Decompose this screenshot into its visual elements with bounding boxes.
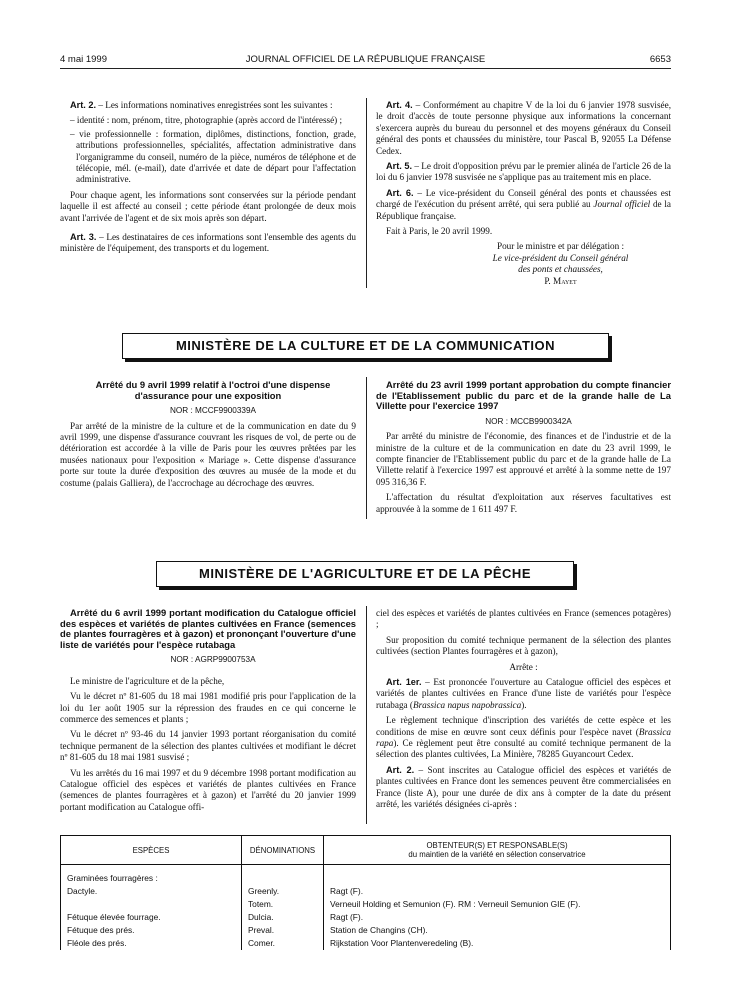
column-divider <box>366 606 367 824</box>
article-4-label: Art. 4. <box>386 100 413 110</box>
cell-denomination: Preval. <box>242 924 324 937</box>
column-divider <box>366 98 367 288</box>
article-3-paragraph <box>60 232 356 255</box>
retention-paragraph: Pour chaque agent, les informations sont conservées sur la période pendant laquelle il est affecté au conseil ; cette période étant prolongée de deux mois avant l'arrivée de l'agent et de six mois après son départ. <box>60 189 356 223</box>
article-1-label: Art. 1er. <box>386 677 422 688</box>
column-header-especes: ESPÈCES <box>61 836 242 865</box>
ministry-culture-title: MINISTÈRE DE LA CULTURE ET DE LA COMMUNICATION <box>175 338 556 353</box>
article-6-label: Art. 6. <box>386 187 414 198</box>
obtenteurs-header-line-2: du maintien de la variété en sélection conservatrice <box>408 850 586 859</box>
cell-denomination: Greenly. <box>242 885 324 898</box>
table-row <box>61 885 671 898</box>
reglement-paragraph <box>376 715 671 761</box>
table-header-row <box>61 836 671 865</box>
nor-reference: NOR : MCCB9900342A <box>485 416 572 426</box>
cell-espece: Fétuque des prés. <box>61 924 242 937</box>
arrete-body: Vu le décret nº 93-46 du 14 janvier 1993 portant réorganisation du comité technique permanent de la sélection des plantes cultivées et modifiant le décret nº 81-605 du 18 mai 1981 susvisé ; <box>60 729 356 763</box>
article-3-label: Art. 3. <box>70 232 97 243</box>
column-header-obtenteurs <box>324 836 671 865</box>
arrete-body: ciel des espèces et variétés de plantes cultivées en France (semences potagères) ; <box>376 608 671 630</box>
cell-obtenteur: Rijkstation Voor Plantenveredeling (B). <box>324 937 671 950</box>
latin-name: Brassica napus napobrassica <box>412 699 522 710</box>
arrete-body: Vu le décret nº 81-605 du 18 mai 1981 modifié pris pour l'application de la loi du 1er août 1905 sur la répression des fraudes en ce qui concerne le commerce des semences et plants ; <box>60 691 356 724</box>
cell-denomination: Totem. <box>242 898 324 911</box>
arrete-body: Par arrêté du ministre de l'économie, des finances et de l'industrie et de la ministre de la culture et de la communication en date du 23 avril 1999, le compte financier de l'Etablissement public du parc et de la grande halle de La Villette relatif à l'exercice 1997 est approuvé et arrêté à la somme nette de 197 095 316,36 F. <box>376 431 671 487</box>
article-1-paragraph <box>376 677 671 711</box>
article-6-text-end: de la République française. <box>376 199 671 221</box>
ministry-agriculture-banner <box>156 561 574 587</box>
cell-espece: Fléole des prés. <box>61 937 242 950</box>
table-row <box>61 898 671 911</box>
signature-line-1: Pour le ministre et par délégation : <box>496 241 625 252</box>
article-2-text: – Sont inscrites au Catalogue officiel des espèces et variétés de plantes cultivées en France dont les semences peuvent être commercialisées en France (liste A), pour une durée de dix ans à compter de la date du présent arrêté, les variétés désignées ci-après : <box>376 764 671 810</box>
article-4-paragraph <box>376 100 671 157</box>
signatory-name: P. Mayet <box>544 275 577 286</box>
latin-name: Brassica rapa <box>376 726 671 749</box>
culture-right-column <box>376 380 671 519</box>
article-6-text: – Le vice-président du Conseil général des ponts et chaussées est chargé de l'exécution du présent arrêté, qui sera publié au <box>376 187 671 210</box>
article-1-text: – Est prononcée l'ouverture au Catalogue officiel des espèces et variétés de plantes cultivées en France d'une liste de variétés pour l'espèce rutabaga ( <box>376 677 671 710</box>
article-2-text: – Les informations nominatives enregistrées sont les suivantes : <box>96 100 333 110</box>
article-6-paragraph <box>376 188 671 222</box>
top-right-column <box>376 100 671 287</box>
arrete-body: Vu les arrêtés du 16 mai 1997 et du 9 décembre 1998 portant modification au Catalogue officiel des espèces et variétés de plantes cultivées en France (semences de plantes fourragères et à gazon) et l'arrêté du 20 janvier 1999 portant modification au Catalogue offi- <box>60 767 356 812</box>
cell-obtenteur: Station de Changins (CH). <box>324 924 671 937</box>
article-3-text: – Les destinataires de ces informations sont l'ensemble des agents du ministère de l'équipement, des transports et du logement. <box>60 232 356 254</box>
article-2-paragraph <box>376 765 671 811</box>
signature-line-3: des ponts et chaussées, <box>518 264 603 275</box>
signature-block <box>486 241 635 287</box>
arrete-title: Arrêté du 6 avril 1999 portant modification du Catalogue officiel des espèces et variétés de plantes cultivées en France (semences de plantes fourragères et à gazon) et prononçant l'ouverture d'une liste de variétés pour l'espèce rutabaga <box>60 607 356 650</box>
header-date: 4 mai 1999 <box>60 54 108 65</box>
fait-a-paris: Fait à Paris, le 20 avril 1999. <box>386 226 493 237</box>
cell-denomination: Comer. <box>242 937 324 950</box>
obtenteurs-header-line-1: OBTENTEUR(S) ET RESPONSABLE(S) <box>426 841 568 850</box>
bullet-item: – identité : nom, prénom, titre, photographie (après accord de l'intéressé) ; <box>70 115 343 126</box>
column-divider <box>366 377 367 519</box>
table-row <box>61 924 671 937</box>
arrete-body: Sur proposition du comité technique permanent de la sélection des plantes cultivées (section Plantes fourragères et à gazon), <box>376 634 671 657</box>
article-2-label: Art. 2. <box>386 764 415 775</box>
cell-espece: Fétuque élevée fourrage. <box>61 911 242 924</box>
cell-obtenteur: Ragt (F). <box>324 885 671 898</box>
ministry-agriculture-title: MINISTÈRE DE L'AGRICULTURE ET DE LA PÊCHE <box>199 566 531 581</box>
arrete-title: Arrêté du 9 avril 1999 relatif à l'octroi d'une dispense d'assurance pour une exposition <box>95 379 331 401</box>
cell-espece: Dactyle. <box>61 885 242 898</box>
column-header-denominations: DÉNOMINATIONS <box>242 836 324 865</box>
article-5-text: – Le droit d'opposition prévu par le premier alinéa de l'article 26 de la loi du 6 janvier 1978 susvisée ne s'applique pas au traitement mis en place. <box>376 161 671 183</box>
header-rule <box>60 68 671 69</box>
cell-obtenteur: Verneuil Holding et Semunion (F). RM : Verneuil Semunion GIE (F). <box>324 898 671 911</box>
arrete-title: Arrêté du 23 avril 1999 portant approbation du compte financier de l'Etablissement public du parc et de la grande halle de La Villette pour l'exercice 1997 <box>376 379 671 412</box>
article-2-paragraph <box>60 100 356 111</box>
bullet-item: – vie professionnelle : formation, diplômes, distinctions, fonction, grade, attributions professionnelles, spécialités, affectation administrative dans l'organigramme du conseil, numéro de la pièce, numéros de téléphone et de télécopie, mél. (e-mail), date d'arrivée et date de départ pour l'affectation administrative. <box>70 128 356 185</box>
header-journal-title: JOURNAL OFFICIEL DE LA RÉPUBLIQUE FRANÇAISE <box>245 54 486 65</box>
reglement-text: Le règlement technique d'inscription des variétés de cette espèce et les conditions de mise en œuvre sont ceux définis pour l'espèce navet ( <box>376 715 671 737</box>
agriculture-left-column <box>60 608 356 817</box>
arrete-body: L'affectation du résultat d'exploitation aux réserves facultatives est approuvée à la somme de 1 611 497 F. <box>376 492 671 514</box>
arrete-body: Le ministre de l'agriculture et de la pêche, <box>70 675 225 686</box>
cell-obtenteur <box>324 865 671 886</box>
arrete-body: Par arrêté de la ministre de la culture et de la communication en date du 9 avril 1999, une dispense d'assurance couvrant les risques de vol, de perte ou de détérioration est accordée à la ville de Paris pour les œuvres prêtées par les musées nationaux pour l'exposition « Mariage ». Cette dispense d'assurance porte sur toute la durée d'exposition des œuvres au musée de la mode et du costume (palais Galliera), de l'accrochage au décrochage des œuvres. <box>60 420 356 488</box>
arrete-heading: Arrête : <box>509 661 538 672</box>
table-row <box>61 865 671 886</box>
article-5-paragraph <box>376 161 671 184</box>
table-row <box>61 911 671 924</box>
ministry-culture-banner <box>122 333 609 359</box>
cell-espece: Graminées fourragères : <box>61 865 242 886</box>
top-left-column <box>60 100 356 259</box>
header-page-number: 6653 <box>649 54 671 65</box>
culture-left-column <box>60 380 356 493</box>
journal-officiel-mention: Journal officiel <box>593 199 651 210</box>
cell-espece <box>61 898 242 911</box>
article-5-label: Art. 5. <box>386 161 413 172</box>
article-2-bullet-list <box>60 115 356 185</box>
table-row <box>61 937 671 950</box>
reglement-text-end: ). Ce règlement peut être consulté au comité technique permanent de la sélection des plantes cultivées, La Minière, 78285 Guyancourt Cedex. <box>376 738 671 760</box>
agriculture-right-column <box>376 608 671 815</box>
article-2-label: Art. 2. <box>70 100 97 110</box>
cell-denomination <box>242 865 324 886</box>
signature-line-2: Le vice-président du Conseil général <box>492 252 629 263</box>
cell-obtenteur: Ragt (F). <box>324 911 671 924</box>
article-1-text-end: ). <box>521 699 527 710</box>
nor-reference: NOR : AGRP9900753A <box>170 655 256 665</box>
article-4-text: – Conformément au chapitre V de la loi du 6 janvier 1978 susvisée, le droit d'accès de toute personne physique aux informations la concernant s'exercera auprès du bureau du personnel et des moyens généraux du Conseil général des ponts et chaussées du ministère, tour Pascal B, 92055 La Défense Cedex. <box>376 100 671 156</box>
nor-reference: NOR : MCCF9900339A <box>169 406 256 416</box>
cell-denomination: Dulcia. <box>242 911 324 924</box>
varieties-table <box>60 835 671 950</box>
